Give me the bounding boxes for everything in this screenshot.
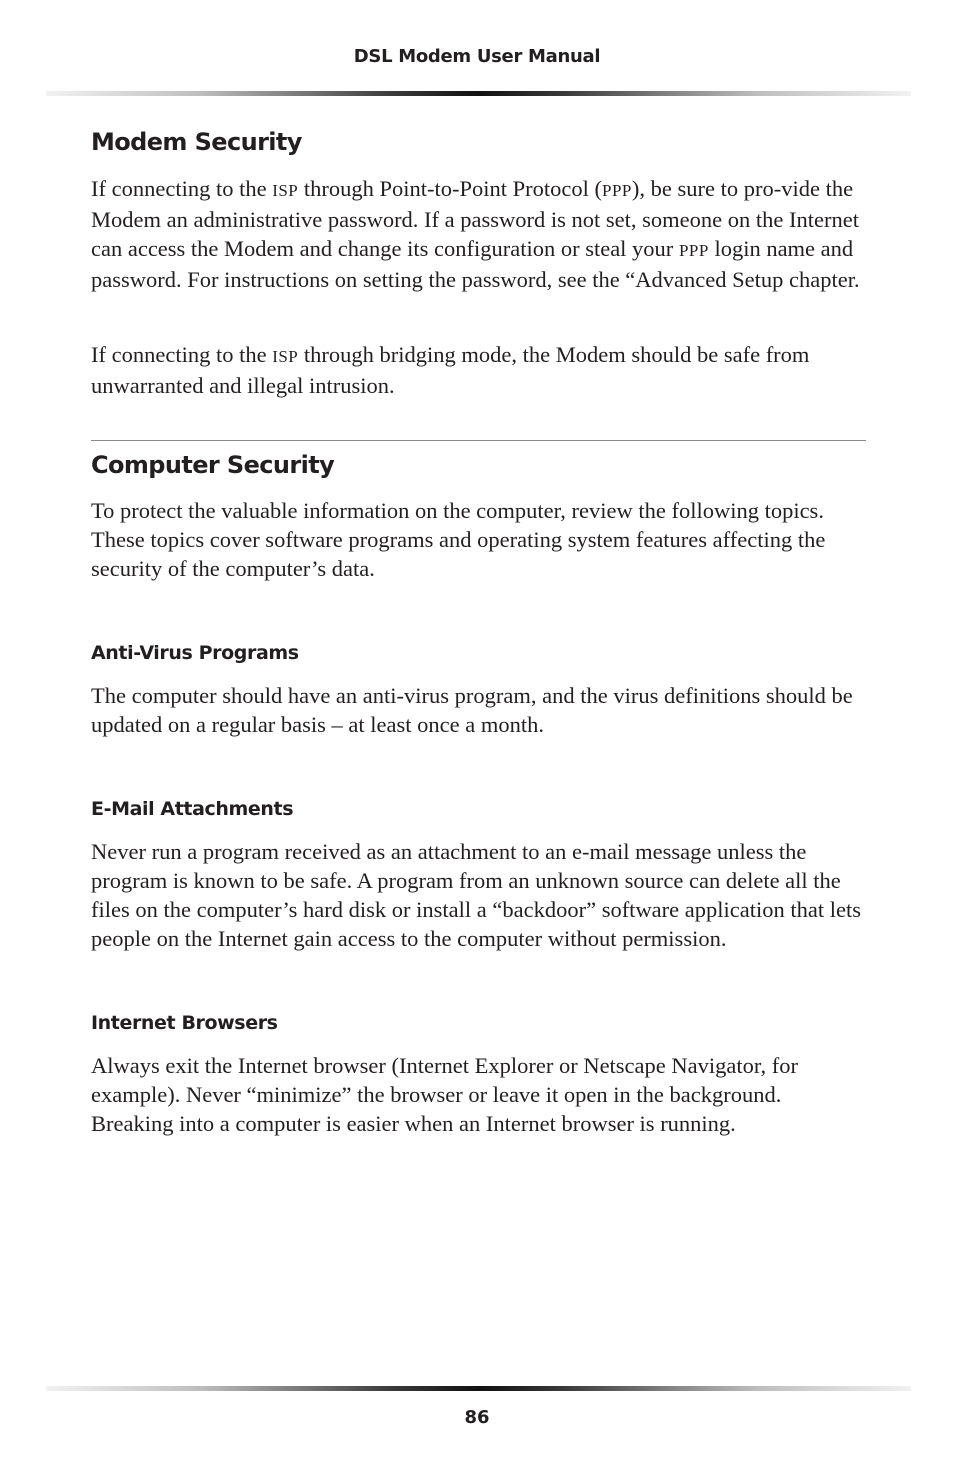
modem-security-heading: Modem Security — [91, 128, 302, 156]
anti-virus-heading: Anti-Virus Programs — [91, 642, 299, 664]
computer-security-intro: To protect the valuable information on the computer, review the following topics. These topics cover software programs and operating system features affecting the security of the computer’s data. — [91, 498, 826, 581]
internet-browsers-body: Always exit the Internet browser (Internet Explorer or Netscape Navigator, for example). Never “minimize” the browser or leave it open in the background. Breaking into a computer is easier when an Internet browser is running. — [91, 1053, 798, 1136]
email-attachments-body: Never run a program received as an attachment to an e-mail message unless the program is known to be safe. A program from an unknown source can delete all the files on the computer’s hard disk or install a “backdoor” software application that lets people on the Internet gain access to the computer without permission. — [91, 839, 861, 951]
email-attachments-heading: E-Mail Attachments — [91, 798, 294, 820]
footer-rule — [46, 1386, 911, 1391]
anti-virus-body: The computer should have an anti-virus program, and the virus definitions should be updated on a regular basis – at least once a month. — [91, 683, 853, 737]
modem-security-paragraph-2: If connecting to the ISP through bridging mode, the Modem should be safe from unwarranted and illegal intrusion. — [91, 342, 810, 398]
section-divider — [91, 440, 866, 441]
modem-security-paragraph-1: If connecting to the ISP through Point-to-Point Protocol (PPP), be sure to pro-vide the Modem an administrative password. If a password is not set, someone on the Internet can access the Modem and change its configuration or steal your PPP login name and password. For instructions on setting the password, see the “Advanced Setup chapter. — [91, 176, 860, 292]
header-rule — [46, 91, 911, 96]
computer-security-heading: Computer Security — [91, 451, 335, 479]
running-header: DSL Modem User Manual — [353, 46, 601, 67]
page-number: 86 — [464, 1407, 490, 1428]
internet-browsers-heading: Internet Browsers — [91, 1012, 278, 1034]
